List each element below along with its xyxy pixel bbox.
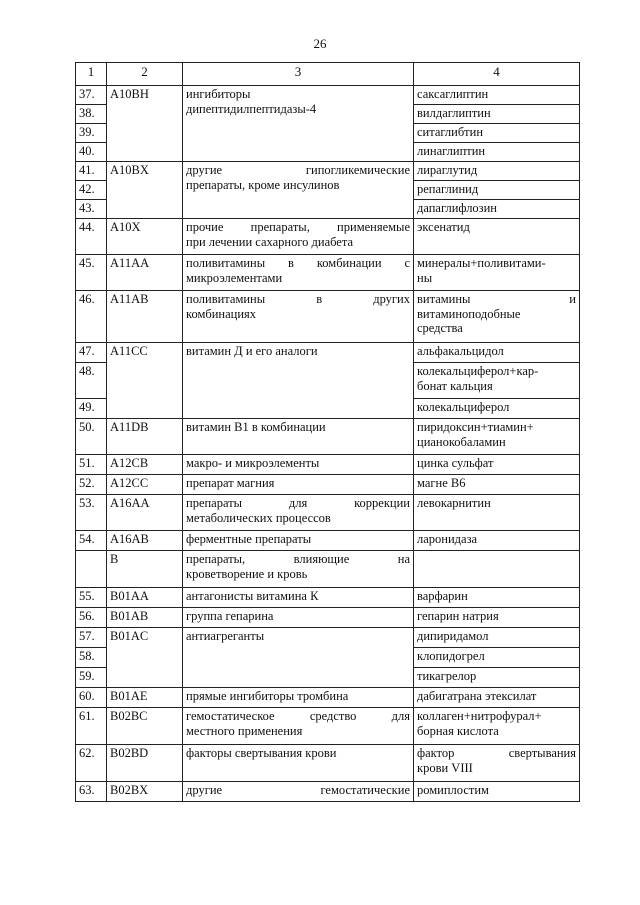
drug-line: витамины и bbox=[417, 292, 576, 306]
atc-code: A12CC bbox=[107, 475, 183, 495]
pharmacological-group bbox=[183, 291, 414, 343]
row-number: 63. bbox=[76, 782, 107, 802]
drug-line: вилдаглиптин bbox=[417, 106, 491, 120]
drug-name bbox=[414, 455, 580, 475]
drug-name bbox=[414, 162, 580, 181]
pharmacological-group bbox=[183, 708, 414, 745]
table-row bbox=[76, 495, 580, 531]
drug-name bbox=[414, 648, 580, 668]
drug-line: ларонидаза bbox=[417, 532, 478, 546]
pharmacological-group bbox=[183, 745, 414, 782]
drug-line: дабигатрана этексилат bbox=[417, 689, 537, 703]
group-line: прямые ингибиторы тромбина bbox=[186, 689, 349, 703]
pharmacological-group bbox=[183, 255, 414, 291]
header-col-3: 3 bbox=[183, 63, 414, 86]
table-header-row bbox=[76, 63, 580, 86]
row-number: 58. bbox=[76, 648, 107, 668]
row-number: 44. bbox=[76, 219, 107, 255]
group-line: группа гепарина bbox=[186, 609, 274, 623]
pharmacological-group bbox=[183, 495, 414, 531]
drug-line: бонат кальция bbox=[417, 378, 493, 393]
drug-line: лираглутид bbox=[417, 163, 478, 177]
drug-name bbox=[414, 200, 580, 219]
group-line: препараты для коррекции bbox=[186, 496, 410, 510]
atc-code: B02BC bbox=[107, 708, 183, 745]
row-number: 60. bbox=[76, 688, 107, 708]
drug-name bbox=[414, 782, 580, 802]
group-line: антиагреганты bbox=[186, 629, 265, 643]
pharmacological-group bbox=[183, 343, 414, 419]
atc-code: B02BX bbox=[107, 782, 183, 802]
atc-code: A11CC bbox=[107, 343, 183, 419]
drug-name bbox=[414, 419, 580, 455]
group-line: комбинациях bbox=[186, 306, 257, 321]
drug-name bbox=[414, 343, 580, 363]
row-number: 40. bbox=[76, 143, 107, 162]
pharmacological-group bbox=[183, 455, 414, 475]
group-line: микроэлементами bbox=[186, 270, 283, 285]
pharmacological-group bbox=[183, 219, 414, 255]
atc-code: B01AC bbox=[107, 628, 183, 688]
row-number: 43. bbox=[76, 200, 107, 219]
drug-line: минералы+поливитами- bbox=[417, 256, 546, 270]
row-number: 45. bbox=[76, 255, 107, 291]
drug-line: цинка сульфат bbox=[417, 456, 494, 470]
atc-code: B bbox=[107, 551, 183, 588]
drug-name bbox=[414, 475, 580, 495]
drug-name bbox=[414, 363, 580, 399]
table-row bbox=[76, 551, 580, 588]
row-number: 52. bbox=[76, 475, 107, 495]
atc-code: A11AB bbox=[107, 291, 183, 343]
drug-line: магне В6 bbox=[417, 476, 466, 490]
group-line: местного применения bbox=[186, 723, 303, 738]
header-col-1: 1 bbox=[76, 63, 107, 86]
drug-line: тикагрелор bbox=[417, 669, 477, 683]
drug-name bbox=[414, 745, 580, 782]
table-row bbox=[76, 291, 580, 343]
group-line: макро- и микроэлементы bbox=[186, 456, 320, 470]
table-row bbox=[76, 455, 580, 475]
row-number: 51. bbox=[76, 455, 107, 475]
table-row bbox=[76, 628, 580, 648]
drug-name bbox=[414, 219, 580, 255]
drug-name bbox=[414, 181, 580, 200]
group-line: прочие препараты, применяемые bbox=[186, 220, 410, 234]
table-row bbox=[76, 86, 580, 105]
row-number: 49. bbox=[76, 399, 107, 419]
table-row bbox=[76, 608, 580, 628]
row-number: 42. bbox=[76, 181, 107, 200]
atc-code: A12CB bbox=[107, 455, 183, 475]
drug-line: колекальциферол+кар- bbox=[417, 364, 539, 378]
group-line: метаболических процессов bbox=[186, 510, 331, 525]
drug-line: варфарин bbox=[417, 589, 468, 603]
drug-name bbox=[414, 255, 580, 291]
row-number: 53. bbox=[76, 495, 107, 531]
atc-code: A10BX bbox=[107, 162, 183, 219]
page-number: 26 bbox=[313, 36, 327, 51]
table-row bbox=[76, 219, 580, 255]
pharmacological-group bbox=[183, 86, 414, 162]
pharmacological-group bbox=[183, 688, 414, 708]
atc-code: A10X bbox=[107, 219, 183, 255]
table-row bbox=[76, 162, 580, 181]
pharmacological-group bbox=[183, 475, 414, 495]
row-number: 62. bbox=[76, 745, 107, 782]
group-line: препараты, влияющие на bbox=[186, 552, 410, 566]
group-line: препарат магния bbox=[186, 476, 275, 490]
drug-line: колекальциферол bbox=[417, 400, 510, 414]
group-line: другие гемостатические bbox=[186, 783, 410, 797]
drug-name bbox=[414, 608, 580, 628]
row-number: 55. bbox=[76, 588, 107, 608]
drug-name bbox=[414, 588, 580, 608]
pharmacological-group bbox=[183, 531, 414, 551]
drug-line: гепарин натрия bbox=[417, 609, 499, 623]
row-number: 50. bbox=[76, 419, 107, 455]
drug-line: крови VIII bbox=[417, 760, 473, 775]
row-number: 38. bbox=[76, 105, 107, 124]
group-line: при лечении сахарного диабета bbox=[186, 234, 354, 249]
drug-line: эксенатид bbox=[417, 220, 470, 234]
atc-code: B01AA bbox=[107, 588, 183, 608]
drug-name bbox=[414, 105, 580, 124]
drug-line: дипиридамол bbox=[417, 629, 489, 643]
table-row bbox=[76, 688, 580, 708]
group-line: витамин В1 в комбинации bbox=[186, 420, 326, 434]
table-row bbox=[76, 343, 580, 363]
drug-name bbox=[414, 628, 580, 648]
group-line: поливитамины в других bbox=[186, 292, 410, 306]
drug-line: ромиплостим bbox=[417, 783, 489, 797]
group-line: кроветворение и кровь bbox=[186, 566, 308, 581]
group-line: антагонисты витамина К bbox=[186, 589, 319, 603]
drug-line: средства bbox=[417, 321, 463, 335]
table-row bbox=[76, 255, 580, 291]
group-line: поливитамины в комбинации с bbox=[186, 256, 410, 270]
atc-code: A16AB bbox=[107, 531, 183, 551]
drug-name bbox=[414, 551, 580, 588]
drug-name bbox=[414, 495, 580, 531]
group-line: другие гипогликемические bbox=[186, 163, 410, 177]
table-row bbox=[76, 782, 580, 802]
drug-line: пиридоксин+тиамин+ bbox=[417, 420, 534, 434]
group-line: ферментные препараты bbox=[186, 532, 312, 546]
pharmacological-group bbox=[183, 419, 414, 455]
drug-name bbox=[414, 688, 580, 708]
drug-name bbox=[414, 86, 580, 105]
table-row bbox=[76, 708, 580, 745]
drug-name bbox=[414, 143, 580, 162]
table-row bbox=[76, 745, 580, 782]
row-number: 48. bbox=[76, 363, 107, 399]
pharmacological-group bbox=[183, 782, 414, 802]
row-number: 57. bbox=[76, 628, 107, 648]
drug-line: саксаглиптин bbox=[417, 87, 489, 101]
header-col-4: 4 bbox=[414, 63, 580, 86]
group-line: гемостатическое средство для bbox=[186, 709, 410, 723]
drug-line: линаглиптин bbox=[417, 144, 486, 158]
drug-line: коллаген+нитрофурал+ bbox=[417, 709, 542, 723]
group-line: факторы свертывания крови bbox=[186, 746, 337, 760]
drug-line: репаглинид bbox=[417, 182, 479, 196]
table-row bbox=[76, 475, 580, 495]
group-line: ингибиторы bbox=[186, 87, 251, 101]
drug-line: витаминоподобные bbox=[417, 306, 521, 321]
pharmacological-group bbox=[183, 162, 414, 219]
table-row bbox=[76, 531, 580, 551]
row-number: 39. bbox=[76, 124, 107, 143]
atc-code: B01AE bbox=[107, 688, 183, 708]
drug-table bbox=[75, 62, 580, 802]
atc-code: A16AA bbox=[107, 495, 183, 531]
drug-line: ны bbox=[417, 270, 433, 285]
row-number: 47. bbox=[76, 343, 107, 363]
atc-code: A11DB bbox=[107, 419, 183, 455]
pharmacological-group bbox=[183, 628, 414, 688]
table-row bbox=[76, 419, 580, 455]
group-line: витамин Д и его аналоги bbox=[186, 344, 318, 358]
atc-code: B02BD bbox=[107, 745, 183, 782]
row-number: 46. bbox=[76, 291, 107, 343]
row-number: 59. bbox=[76, 668, 107, 688]
row-number: 61. bbox=[76, 708, 107, 745]
row-number: 54. bbox=[76, 531, 107, 551]
group-line: дипептидилпептидазы-4 bbox=[186, 101, 317, 116]
drug-line: клопидогрел bbox=[417, 649, 485, 663]
atc-code: A10BH bbox=[107, 86, 183, 162]
table-row bbox=[76, 588, 580, 608]
drug-name bbox=[414, 668, 580, 688]
drug-name bbox=[414, 531, 580, 551]
drug-name bbox=[414, 399, 580, 419]
row-number: 37. bbox=[76, 86, 107, 105]
drug-line: цианокобаламин bbox=[417, 434, 506, 449]
atc-code: B01AB bbox=[107, 608, 183, 628]
pharmacological-group bbox=[183, 551, 414, 588]
row-number bbox=[76, 551, 107, 588]
drug-line: борная кислота bbox=[417, 723, 499, 738]
group-line: препараты, кроме инсулинов bbox=[186, 177, 340, 192]
pharmacological-group bbox=[183, 588, 414, 608]
row-number: 56. bbox=[76, 608, 107, 628]
atc-code: A11AA bbox=[107, 255, 183, 291]
header-col-2: 2 bbox=[107, 63, 183, 86]
drug-line: альфакальцидол bbox=[417, 344, 504, 358]
drug-line: ситаглибтин bbox=[417, 125, 484, 139]
drug-name bbox=[414, 708, 580, 745]
drug-line: дапаглифлозин bbox=[417, 201, 497, 215]
row-number: 41. bbox=[76, 162, 107, 181]
drug-name bbox=[414, 291, 580, 343]
pharmacological-group bbox=[183, 608, 414, 628]
drug-line: левокарнитин bbox=[417, 496, 491, 510]
drug-name bbox=[414, 124, 580, 143]
drug-line: фактор свертывания bbox=[417, 746, 576, 760]
